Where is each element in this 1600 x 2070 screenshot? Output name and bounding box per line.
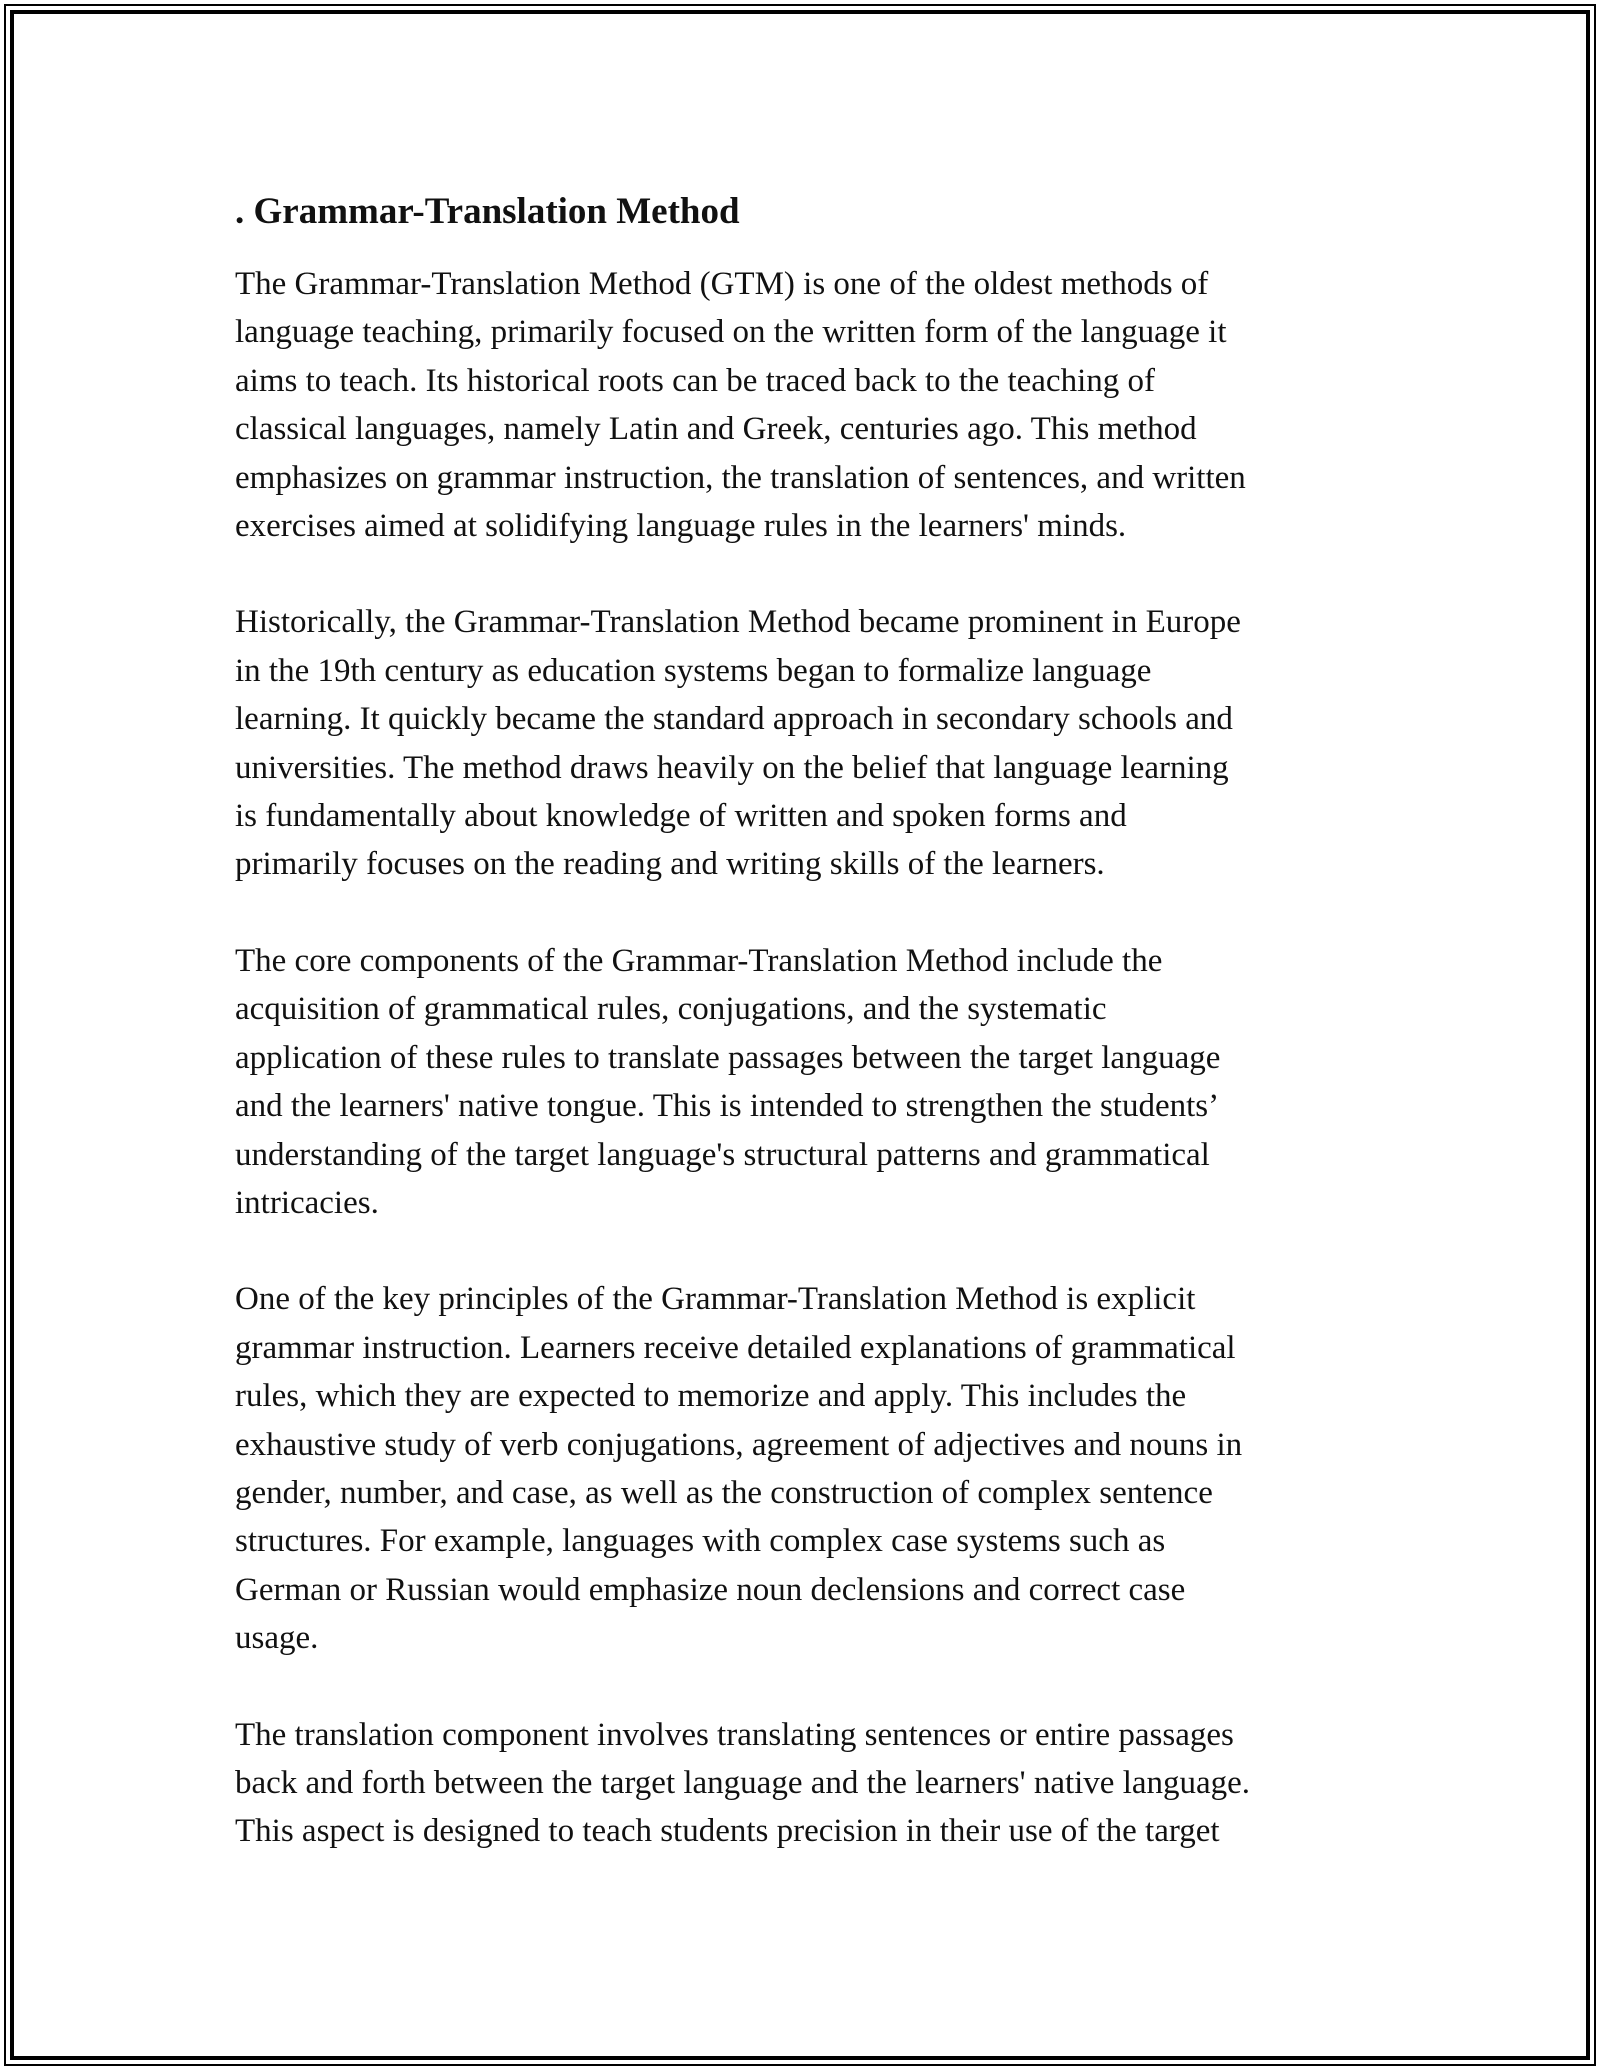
paragraph-core-components: The core components of the Grammar-Translation Method include the acquisition of grammatical rules, conjugations, and the systematic application of these rules to translate passages between the target language and the learners' native tongue. This is intended to strengthen the students’ understanding of the target language's structural patterns and grammatical intricacies. — [235, 942, 1221, 1221]
document-body — [235, 184, 1385, 1904]
section-title: . Grammar-Translation Method — [235, 191, 740, 232]
paragraph-history: Historically, the Grammar-Translation Method became prominent in Europe in the 19th century as education systems began to formalize language learning. It quickly became the standard approach in secondary schools and universities. The method draws heavily on the belief that language learning is fundamentally about knowledge of written and spoken forms and primarily focuses on the reading and writing skills of the learners. — [235, 604, 1241, 883]
paragraph-introduction: The Grammar-Translation Method (GTM) is one of the oldest methods of language teaching, primarily focused on the written form of the language it aims to teach. Its historical roots can be traced back to the teaching of classical languages, namely Latin and Greek, centuries ago. This method emphasizes on grammar instruction, the translation of sentences, and written exercises aimed at solidifying language rules in the learners' minds. — [235, 266, 1246, 545]
paragraph-translation-component: The translation component involves translating sentences or entire passages back and forth between the target language and the learners' native language. This aspect is designed to teach students precision in their use of the target — [235, 1716, 1251, 1850]
paragraph-grammar-instruction: One of the key principles of the Grammar-Translation Method is explicit grammar instruction. Learners receive detailed explanations of grammatical rules, which they are expected to memorize and apply. This includes the exhaustive study of verb conjugations, agreement of adjectives and nouns in gender, number, and case, as well as the construction of complex sentence structures. For example, languages with complex case systems such as German or Russian would emphasize noun declensions and correct case usage. — [235, 1281, 1243, 1657]
